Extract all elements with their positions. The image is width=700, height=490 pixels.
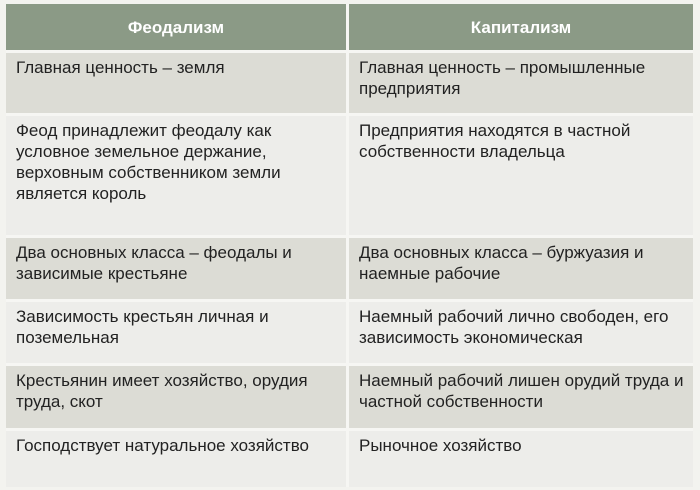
table-row bbox=[6, 238, 693, 302]
column-header-feudalism: Феодализм bbox=[6, 4, 349, 53]
feudalism-cell: Два основных класса – феодалы и зависимые крестьяне bbox=[6, 238, 349, 302]
table-header-row bbox=[6, 4, 693, 53]
comparison-table bbox=[6, 4, 693, 487]
capitalism-cell: Наемный рабочий лишен орудий труда и частной собственности bbox=[349, 366, 693, 431]
capitalism-cell: Предприятия находятся в частной собственности владельца bbox=[349, 116, 693, 238]
capitalism-cell: Рыночное хозяйство bbox=[349, 431, 693, 487]
feudalism-cell: Феод принадлежит феодалу как условное земельное держание, верховным собственником земли является король bbox=[6, 116, 349, 238]
capitalism-cell: Главная ценность – промышленные предприятия bbox=[349, 53, 693, 116]
table-row bbox=[6, 431, 693, 487]
feudalism-cell: Главная ценность – земля bbox=[6, 53, 349, 116]
capitalism-cell: Наемный рабочий лично свободен, его зависимость экономическая bbox=[349, 302, 693, 366]
table-row bbox=[6, 302, 693, 366]
table-row bbox=[6, 53, 693, 116]
feudalism-cell: Господствует натуральное хозяйство bbox=[6, 431, 349, 487]
table-row bbox=[6, 366, 693, 431]
table-row bbox=[6, 116, 693, 238]
feudalism-cell: Крестьянин имеет хозяйство, орудия труда, скот bbox=[6, 366, 349, 431]
column-header-capitalism: Капитализм bbox=[349, 4, 693, 53]
feudalism-cell: Зависимость крестьян личная и поземельная bbox=[6, 302, 349, 366]
capitalism-cell: Два основных класса – буржуазия и наемные рабочие bbox=[349, 238, 693, 302]
